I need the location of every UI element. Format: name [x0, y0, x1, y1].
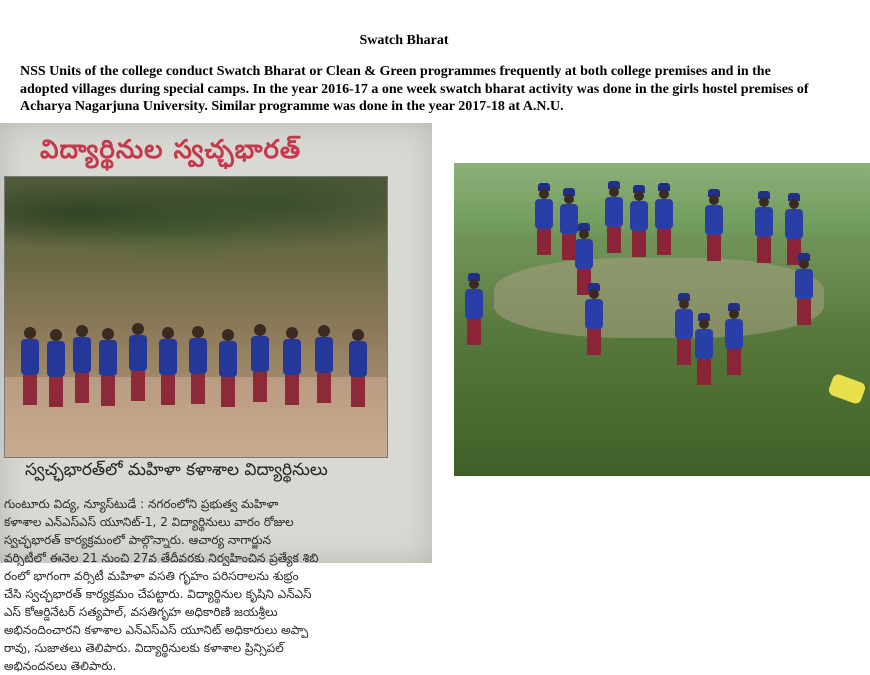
page-title: Swatch Bharat: [359, 33, 449, 48]
clipping-photo: [4, 176, 388, 458]
clipping-caption: స్వచ్ఛభారత్‌లో మహిళా కళాశాల విద్యార్థినులు: [25, 460, 328, 480]
clipping-headline: విద్యార్థినుల స్వచ్ఛభారత్: [40, 135, 302, 165]
cleanup-photo: [454, 163, 870, 476]
intro-paragraph: NSS Units of the college conduct Swatch Bharat or Clean & Green programmes frequently at both college premises and in the adopted villages during special camps. In the year 2016-17 a one week swatch bharat activity was done in the girls hostel premises of Acharya Nagarjuna University. Similar programme was done in the year 2017-18 at A.N.U.: [20, 64, 809, 114]
newspaper-clipping: [0, 123, 432, 673]
clipping-article-text: గుంటూరు విద్య, న్యూస్‌టుడే : నగరంలోని ప్రభుత్వ మహిళా కళాశాల ఎన్‌ఎస్‌ఎస్ యూనిట్-1, 2 విద్యార్థినులు వారం రోజుల స్వచ్ఛభారత్ కార్యక్రమంలో పాల్గొన్నారు. ఆచార్య నాగార్జున వర్సిటీలో ఈనెల 21 నుంచి 27వ తేదీవరకు నిర్వహించిన ప్రత్యేక శిబి రంలో భాగంగా వర్సిటీ మహిళా వసతి గృహం పరిసరాలను శుభ్రం చేసి స్వచ్ఛభారత్ కార్యక్రమం చేపట్టారు. విద్యార్థినుల కృషిని ఎన్‌ఎస్ ఎస్ కోఆర్డినేటర్ సత్యపాల్, వసతిగృహ అధికారిణి జయశ్రీలు అభినందించారని కళాశాల ఎన్‌ఎస్‌ఎస్ యూనిట్ అధికారులు అప్పా రావు, సుజాతలు తెలిపారు. విద్యార్థినులకు కళాశాల ప్రిన్సిపల్ అభినందనలు తెలిపారు.: [4, 497, 319, 673]
